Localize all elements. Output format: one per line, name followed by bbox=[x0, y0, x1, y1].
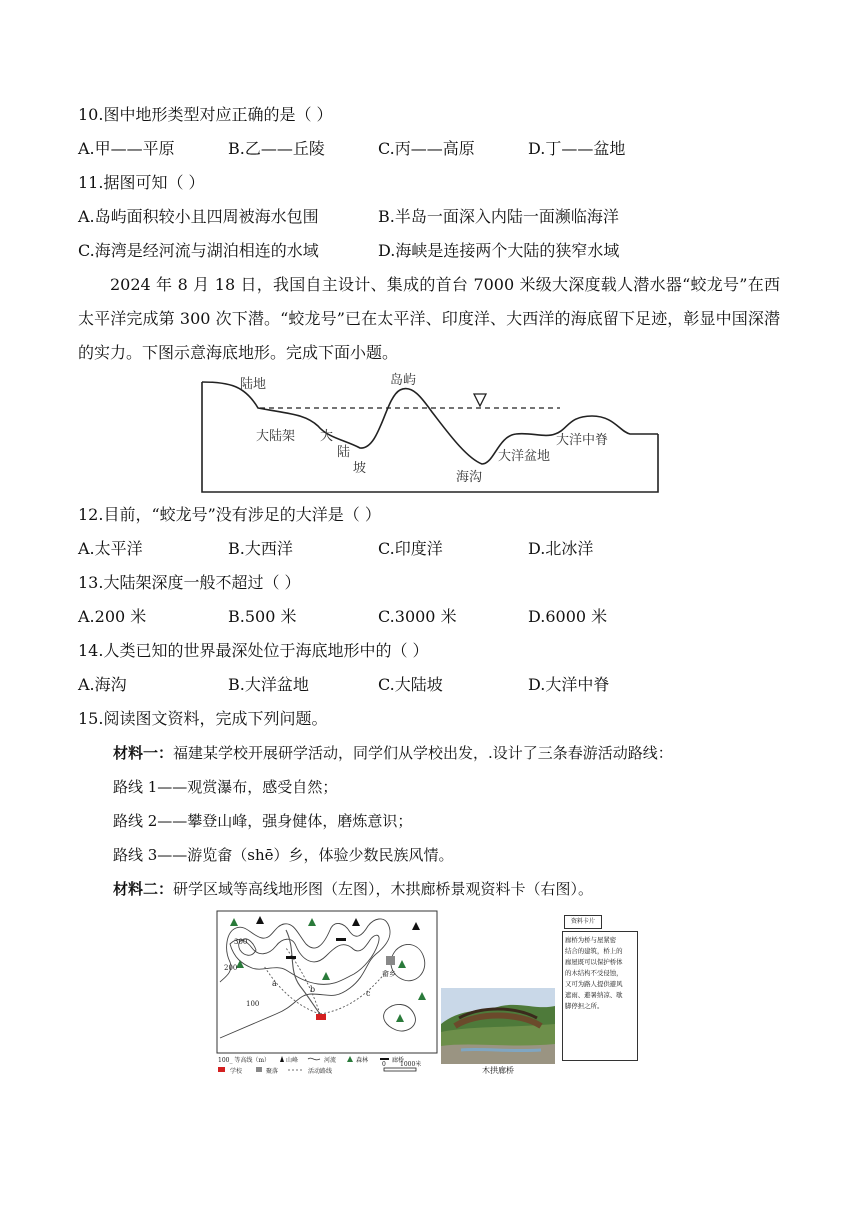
route-3: 路线 3——游览畲（shē）乡，体验少数民族风情。 bbox=[113, 846, 454, 864]
q14-option-d: D.大洋中脊 bbox=[528, 675, 610, 694]
q12-stem: 12.目前，“蛟龙号”没有涉足的大洋是（ ） bbox=[78, 505, 381, 524]
legend-school-icon bbox=[218, 1067, 225, 1072]
passage-text: 2024 年 8 月 18 日，我国自主设计、集成的首台 7000 米级大深度载人潜水器“蛟龙号”在西太平洋完成第 300 次下潜。“蛟龙号”已在太平洋、印度洋、大西洋的海底留下足迹，彰显中国深潜的实力。下图示意海底地形。完成下面小题。 bbox=[78, 275, 780, 362]
label-slope-2: 陆 bbox=[337, 445, 351, 460]
sea-level-marker-icon bbox=[474, 394, 486, 406]
info-card-line: 又可为路人提供避风 bbox=[565, 980, 623, 988]
q12-option-a: A.太平洋 bbox=[78, 539, 143, 558]
legend-school: 学校 bbox=[230, 1068, 243, 1075]
legend-bridge-icon bbox=[380, 1058, 389, 1060]
legend-river: 河流 bbox=[324, 1057, 337, 1064]
q13-option-c: C.3000 米 bbox=[378, 607, 457, 626]
q14-option-a: A.海沟 bbox=[78, 675, 127, 694]
passage bbox=[78, 268, 780, 370]
info-card-line: 廊桥为桥与屋紧密 bbox=[565, 936, 617, 944]
label-slope-3: 坡 bbox=[353, 461, 367, 476]
contour-label-300: 300 bbox=[234, 938, 248, 946]
q10-stem: 10.图中地形类型对应正确的是（ ） bbox=[78, 105, 333, 124]
bridge-icon bbox=[336, 938, 346, 941]
legend-river-icon bbox=[308, 1058, 320, 1060]
info-card-line: 的木结构不受侵蚀， bbox=[565, 969, 623, 977]
q14-stem: 14.人类已知的世界最深处位于海底地形中的（ ） bbox=[78, 641, 429, 660]
material-2-label: 材料二： bbox=[113, 880, 174, 898]
legend-forest-icon bbox=[347, 1056, 353, 1062]
village-label: 畲乡 bbox=[382, 970, 396, 978]
info-card-body bbox=[562, 931, 638, 1061]
legend-bridge: 廊桥 bbox=[392, 1057, 405, 1064]
seafloor-diagram bbox=[200, 368, 660, 496]
legend-scale-zero: 0 bbox=[382, 1061, 386, 1068]
q12-option-b: B.大西洋 bbox=[228, 539, 293, 558]
q11-option-d: D.海峡是连接两个大陆的狭窄水域 bbox=[378, 241, 620, 260]
label-slope-1: 大 bbox=[320, 429, 334, 444]
legend-scale-end: 1000米 bbox=[400, 1061, 422, 1068]
label-island: 岛屿 bbox=[390, 373, 417, 388]
material-1 bbox=[113, 742, 673, 764]
q14-option-c: C.大陆坡 bbox=[378, 675, 443, 694]
q10-option-a: A.甲——平原 bbox=[78, 139, 175, 158]
label-basin: 大洋盆地 bbox=[498, 449, 551, 464]
info-card-line: 结合的建筑，桥上的 bbox=[565, 947, 623, 955]
route-label-c: c bbox=[366, 989, 371, 998]
label-trench: 海沟 bbox=[456, 470, 483, 485]
route-label-a: a bbox=[272, 979, 277, 988]
info-card-title: 资料卡片 bbox=[564, 915, 602, 929]
bridge-photo-caption: 木拱廊桥 bbox=[482, 1066, 514, 1075]
label-land: 陆地 bbox=[240, 377, 267, 392]
q10-option-d: D.丁——盆地 bbox=[528, 139, 626, 158]
legend-settlement: 聚落 bbox=[266, 1068, 279, 1075]
legend-scale-bar bbox=[384, 1068, 416, 1071]
contour-map bbox=[216, 910, 438, 1076]
material-2-text: 研学区域等高线地形图（左图），木拱廊桥景观资料卡（右图）。 bbox=[173, 880, 594, 898]
legend-settlement-icon bbox=[256, 1067, 262, 1072]
q13-option-d: D.6000 米 bbox=[528, 607, 608, 626]
info-card-line: 脚停担之所。 bbox=[565, 1002, 604, 1010]
contour-label-200: 200 bbox=[224, 964, 238, 972]
q11-option-a: A.岛屿面积较小且四周被海水包围 bbox=[78, 207, 319, 226]
legend-contour: 100_ 等高线（m） bbox=[218, 1057, 271, 1064]
q15-stem: 15.阅读图文资料，完成下列问题。 bbox=[78, 709, 328, 728]
seafloor-profile bbox=[202, 382, 658, 464]
q12-option-c: C.印度洋 bbox=[378, 539, 443, 558]
q14-option-b: B.大洋盆地 bbox=[228, 675, 309, 694]
material-1-text: 福建某学校开展研学活动，同学们从学校出发，.设计了三条春游活动路线： bbox=[173, 744, 673, 762]
settlement-icon bbox=[386, 956, 395, 965]
info-card bbox=[562, 915, 642, 1065]
info-card-line: 遮雨、避暑纳凉、歇 bbox=[565, 991, 623, 999]
q13-option-a: A.200 米 bbox=[78, 607, 147, 626]
legend-peak: 山峰 bbox=[286, 1057, 299, 1064]
q13-option-b: B.500 米 bbox=[228, 607, 297, 626]
legend-route: 活动路线 bbox=[308, 1068, 333, 1075]
contour-label-100: 100 bbox=[246, 1000, 260, 1008]
q10-option-b: B.乙——丘陵 bbox=[228, 139, 325, 158]
material-1-label: 材料一： bbox=[113, 744, 174, 762]
legend-forest: 森林 bbox=[356, 1057, 369, 1064]
q10-option-c: C.丙——高原 bbox=[378, 139, 475, 158]
route-1: 路线 1——观赏瀑布，感受自然； bbox=[113, 778, 338, 796]
route-label-b: b bbox=[310, 985, 316, 994]
info-card-line: 廊屋既可以保护桥体 bbox=[565, 958, 623, 966]
q12-option-d: D.北冰洋 bbox=[528, 539, 594, 558]
route-2: 路线 2——攀登山峰，强身健体，磨炼意识； bbox=[113, 812, 413, 830]
q11-option-b: B.半岛一面深入内陆一面濒临海洋 bbox=[378, 207, 619, 226]
q11-option-c: C.海湾是经河流与湖泊相连的水域 bbox=[78, 241, 319, 260]
school-icon bbox=[316, 1014, 326, 1020]
label-shelf: 大陆架 bbox=[256, 429, 296, 444]
q13-stem: 13.大陆架深度一般不超过（ ） bbox=[78, 573, 301, 592]
q11-stem: 11.据图可知（ ） bbox=[78, 173, 205, 192]
bridge-icon bbox=[286, 956, 296, 959]
label-ridge: 大洋中脊 bbox=[556, 433, 609, 448]
material-2 bbox=[113, 878, 593, 900]
bridge-photo bbox=[441, 988, 555, 1064]
legend-peak-icon bbox=[280, 1056, 284, 1062]
